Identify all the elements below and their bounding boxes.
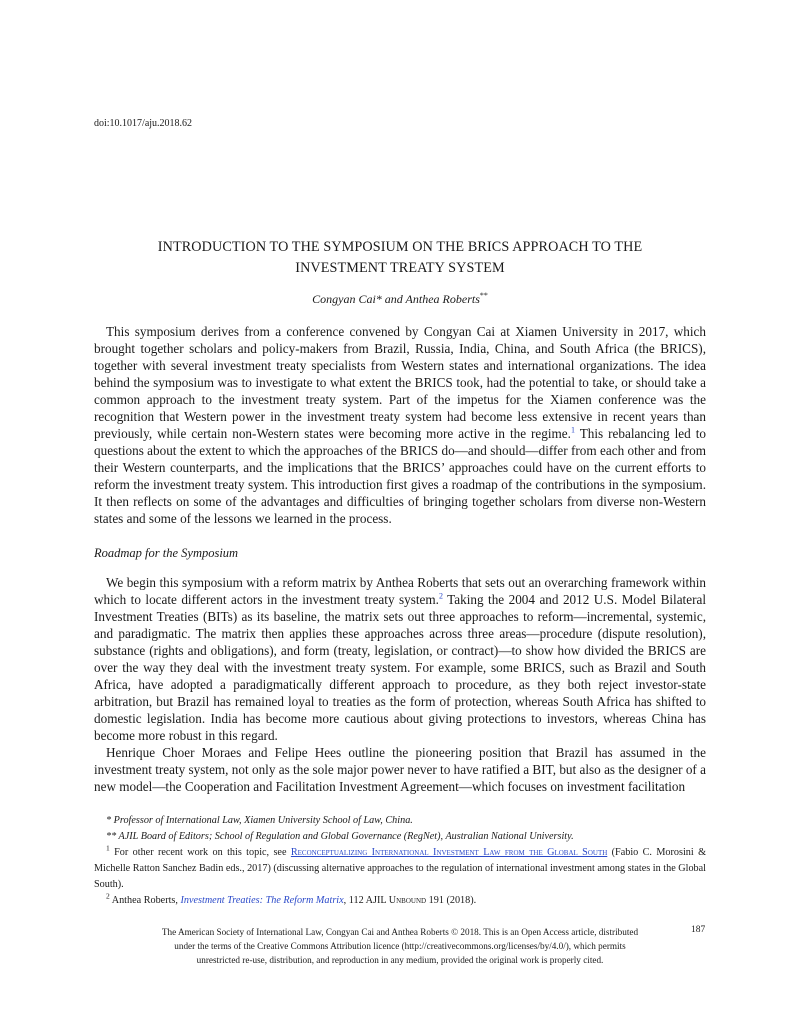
footnote-2-mid: , 112 AJIL	[343, 895, 389, 906]
roadmap-section	[94, 574, 706, 795]
page-number: 187	[691, 925, 706, 935]
footnote-star-text: * Professor of International Law, Xiamen University School of Law, China.	[106, 815, 413, 826]
article-title	[94, 237, 706, 279]
footnote-2-journal: Unbound	[388, 895, 427, 906]
roadmap-text-a: We begin this symposium with a reform matrix by Anthea Roberts that sets out an overarching framework within which to locate different actors in the investment treaty system.	[94, 575, 706, 607]
author-mark: **	[479, 291, 488, 300]
doi-label: doi:10.1017/aju.2018.62	[94, 118, 193, 129]
title-line-1: INTRODUCTION TO THE SYMPOSIUM ON THE BRICS APPROACH TO THE	[157, 239, 643, 255]
intro-text-a: This symposium derives from a conference convened by Congyan Cai at Xiamen University in 2017, which brought together scholars and policy-makers from Brazil, Russia, India, China, and South Africa (the BRICS), together with several investment treaty specialists from Western states and international organizations. The idea behind the symposium was to investigate to what extent the BRICS took, had the potential to take, or should take a common approach to the investment treaty system. Part of the impetus for the Xiamen conference was the recognition that Western power in the investment treaty system had become less extensive in recent years than previously, while certain non-Western states were becoming more active in the regime.	[94, 324, 706, 441]
footnotes	[94, 813, 706, 909]
footnote-1	[94, 845, 706, 893]
footnote-1-pre: For other recent work on this topic, see	[109, 847, 291, 858]
roadmap-paragraph	[94, 574, 706, 744]
footnote-1-link[interactable]: Reconceptualizing International Investment Law from the Global South	[290, 847, 608, 858]
footnote-double-star	[94, 829, 706, 845]
intro-text-b: This rebalancing led to questions about the extent to which the approaches of the BRICS do—and should—differ from each other and from their Western counterparts, and the implications that the BRICS’ approaches could have on the current efforts to reform the investment treaty system. This introduction first gives a roadmap of the contributions in the symposium. It then reflects on some of the advantages and difficulties of bringing together scholars from diverse non-Western states and some of the lessons we learned in the process.	[94, 426, 706, 526]
author-names: Congyan Cai* and Anthea Roberts	[312, 292, 480, 306]
footnote-ref-1[interactable]: 1	[570, 425, 575, 435]
footnote-star	[94, 813, 706, 829]
footnote-2-post: 191 (2018).	[426, 895, 477, 906]
copyright-line-3: unrestricted re-use, distribution, and reproduction in any medium, provided the original work is properly cited.	[196, 955, 604, 965]
roadmap-text-b: Taking the 2004 and 2012 U.S. Model Bilateral Investment Treaties (BITs) as its baseline, the matrix sets out three approaches to reform—incremental, systemic, and paradigmatic. The matrix then applies these approaches across three areas—procedure (dispute resolution), substance (rights and obligations), and form (treaty, legislation, or contract)—to show how divided the BRICS are over the way they deal with the investment treaty system. For example, some BRICS, such as Brazil and South Africa, have adopted a paradigmatically different approach to procedure, as they both reject investor-state arbitration, but Brazil has remained loyal to treaties as the form of protection, whereas South Africa has shifted to domestic legislation. India has become more cautious about giving protections to investors, whereas China has become more robust in this regard.	[94, 592, 706, 743]
brazil-paragraph: Henrique Choer Moraes and Felipe Hees outline the pioneering position that Brazil has assumed in the investment treaty system, not only as the sole major power never to have ratified a BIT, but also as the designer of a new model—the Cooperation and Facilitation Investment Agreement—which focuses on investment facilitation	[94, 745, 706, 794]
copyright-line-2: under the terms of the Creative Commons Attribution licence (http://creativecommons.org/licenses/by/4.0/), which permits	[174, 941, 626, 951]
intro-section	[94, 323, 706, 527]
footnote-2-link[interactable]: Investment Treaties: The Reform Matrix	[180, 895, 344, 906]
footnote-2	[94, 893, 706, 909]
author-line	[94, 291, 706, 307]
copyright-notice	[130, 925, 670, 967]
footnote-1-post: (Fabio C. Morosini & Michelle Ratton Sanchez Badin eds., 2017) (discussing alternative approaches to the regulation of international investment among states in the Global South).	[94, 847, 706, 890]
footnote-2-pre: Anthea Roberts,	[109, 895, 181, 906]
section-heading: Roadmap for the Symposium	[94, 546, 239, 560]
footnote-double-star-text: ** AJIL Board of Editors; School of Regulation and Global Governance (RegNet), Australian National University.	[106, 831, 574, 842]
title-line-2: INVESTMENT TREATY SYSTEM	[295, 260, 505, 276]
footnote-2-number: 2	[106, 891, 110, 901]
intro-paragraph	[94, 323, 706, 527]
footnote-1-number: 1	[106, 843, 110, 853]
footnote-ref-2[interactable]: 2	[438, 591, 443, 601]
copyright-line-1: The American Society of International Law, Congyan Cai and Anthea Roberts © 2018. This is an Open Access article, distributed	[161, 927, 639, 937]
